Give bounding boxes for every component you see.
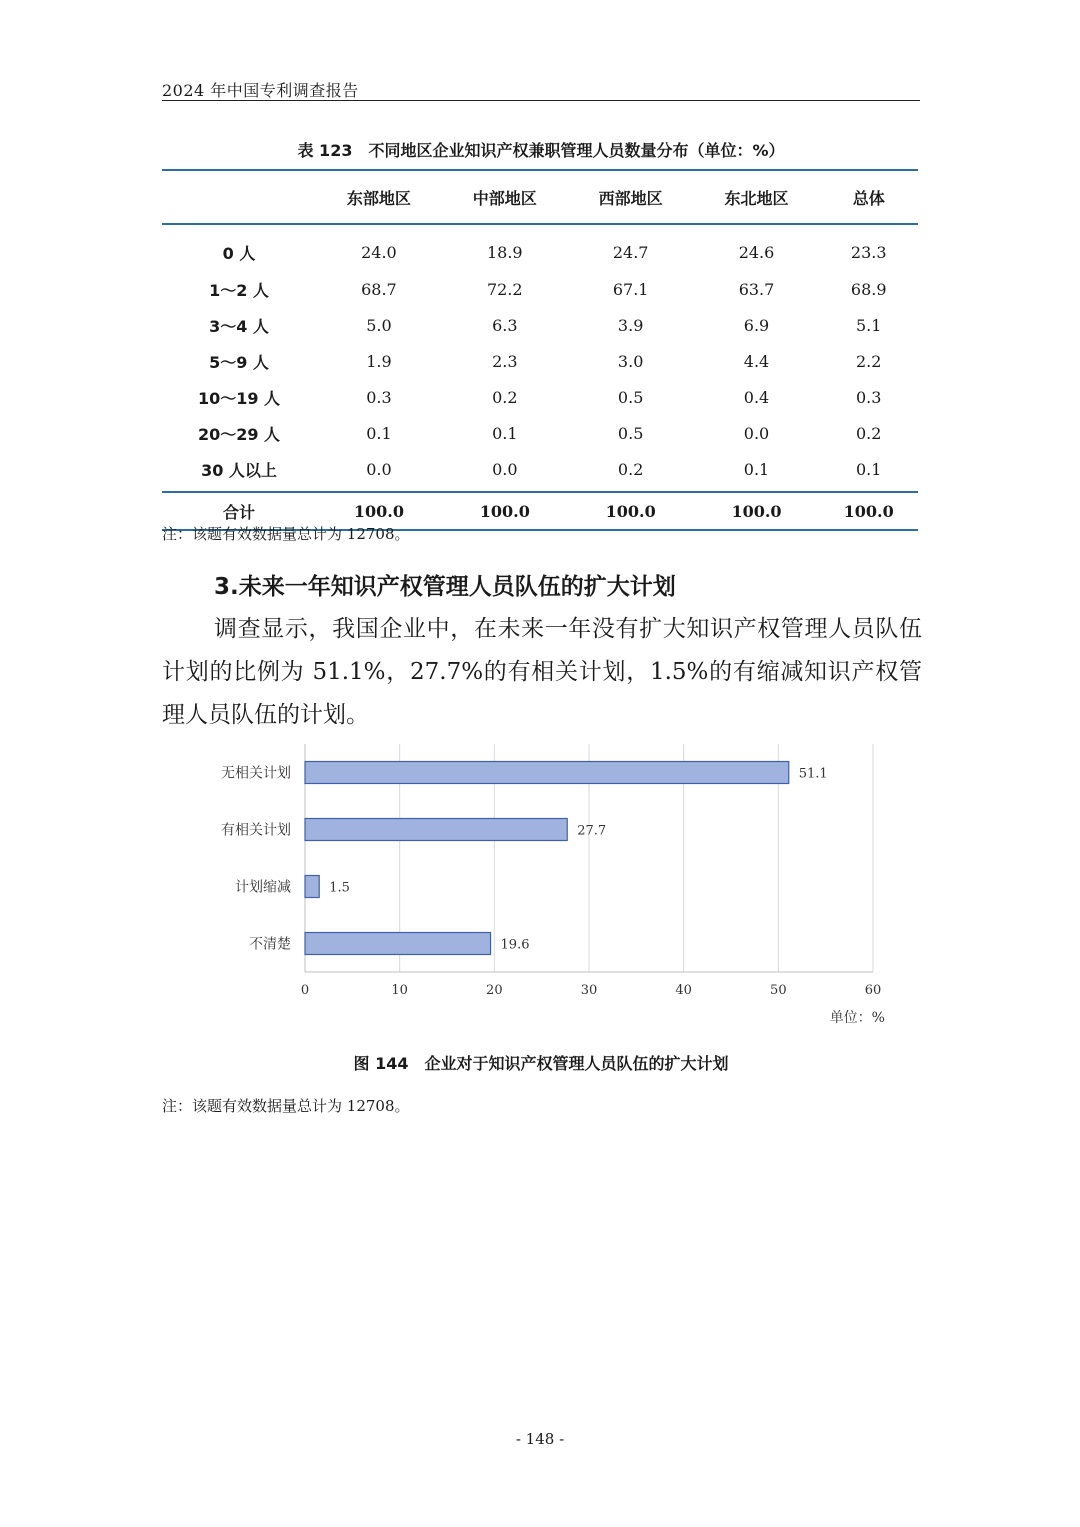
category-label: 不清楚 [249, 936, 291, 953]
table-row [162, 451, 918, 492]
row-label: 0 人 [222, 243, 256, 263]
table-cell: 0.0 [743, 423, 770, 443]
table-cell: 24.6 [738, 242, 775, 262]
bar [305, 762, 789, 784]
category-label: 有相关计划 [221, 822, 291, 839]
column-header: 总体 [819, 170, 918, 224]
column-header: 中部地区 [442, 170, 568, 224]
table-cell: 68.9 [850, 279, 887, 299]
total-cell: 100.0 [568, 492, 694, 530]
table-cell: 0.0 [366, 459, 392, 479]
total-label: 合计 [162, 492, 316, 530]
header-divider [162, 100, 920, 101]
table-row [162, 307, 918, 343]
table-cell: 3.0 [617, 351, 644, 371]
section-heading: 3.未来一年知识产权管理人员队伍的扩大计划 [214, 574, 676, 600]
table-cell: 6.3 [492, 315, 518, 335]
table-cell: 0.2 [617, 459, 644, 479]
table-row [162, 343, 918, 379]
data-label: 51.1 [798, 766, 828, 782]
row-label: 5～9 人 [209, 352, 269, 372]
row-label: 1～2 人 [209, 280, 269, 300]
column-header: 东北地区 [694, 170, 820, 224]
figure-caption: 图 144 企业对于知识产权管理人员队伍的扩大计划 [353, 1054, 729, 1073]
table-cell: 24.7 [612, 242, 649, 262]
figure-note: 注：该题有效数据量总计为 12708。 [162, 1097, 410, 1115]
column-header [162, 170, 316, 224]
row-label: 10～19 人 [197, 388, 281, 408]
table-cell: 4.4 [743, 351, 770, 371]
column-header: 东部地区 [316, 170, 442, 224]
table-cell: 0.1 [743, 459, 770, 479]
x-tick-label: 40 [675, 983, 692, 998]
table-cell: 0.3 [855, 387, 882, 407]
table-cell: 0.5 [617, 387, 644, 407]
table-cell: 2.3 [492, 351, 518, 371]
x-tick-label: 60 [864, 983, 882, 998]
bar [305, 819, 567, 841]
bar [305, 933, 491, 955]
table-cell: 6.9 [743, 315, 770, 335]
table-note: 注：该题有效数据量总计为 12708。 [162, 525, 410, 543]
category-label: 无相关计划 [221, 765, 291, 782]
table-caption: 表 123 不同地区企业知识产权兼职管理人员数量分布（单位：%） [297, 141, 785, 160]
x-tick-label: 0 [300, 983, 310, 998]
table-cell: 23.3 [850, 242, 887, 262]
table-row [162, 415, 918, 451]
expansion-plan-bar-chart [160, 738, 900, 1038]
x-tick-label: 50 [770, 983, 787, 998]
category-label: 计划缩减 [235, 879, 291, 896]
region-staff-table [162, 169, 918, 531]
data-label: 19.6 [500, 937, 530, 953]
table-cell: 0.2 [492, 387, 518, 407]
table-cell: 63.7 [738, 279, 775, 299]
table-cell: 18.9 [486, 242, 523, 262]
table-cell: 0.5 [617, 423, 644, 443]
table-cell: 72.2 [486, 279, 523, 299]
table-cell: 67.1 [612, 279, 649, 299]
body-paragraph: 调查显示，我国企业中，在未来一年没有扩大知识产权管理人员队伍计划的比例为 51.1%，27.7%的有相关计划，1.5%的有缩减知识产权管理人员队伍的计划。 [162, 616, 922, 728]
row-label: 30 人以上 [201, 460, 277, 480]
total-cell: 100.0 [694, 492, 820, 530]
total-cell: 100.0 [442, 492, 568, 530]
total-cell: 100.0 [819, 492, 918, 530]
total-cell: 100.0 [316, 492, 442, 530]
table-cell: 5.0 [366, 315, 392, 335]
table-cell: 5.1 [855, 315, 882, 335]
column-header: 西部地区 [568, 170, 694, 224]
table-cell: 68.7 [361, 279, 397, 299]
table-cell: 0.1 [855, 459, 882, 479]
table-cell: 3.9 [617, 315, 644, 335]
table-cell: 2.2 [855, 351, 882, 371]
report-header-title: 2024 年中国专利调查报告 [162, 81, 359, 100]
x-tick-label: 10 [391, 983, 408, 998]
table-row [162, 271, 918, 307]
unit-label: 单位：% [829, 1010, 885, 1026]
table-cell: 0.1 [492, 423, 518, 443]
table-cell: 1.9 [366, 351, 392, 371]
table-row [162, 224, 918, 271]
page-number: - 148 - [515, 1430, 565, 1448]
row-label: 20～29 人 [197, 424, 281, 444]
row-label: 3～4 人 [209, 316, 269, 336]
table-header-row [162, 170, 918, 224]
table-row [162, 379, 918, 415]
table-cell: 24.0 [361, 242, 397, 262]
x-tick-label: 30 [580, 983, 598, 998]
x-tick-label: 20 [486, 983, 503, 998]
table-cell: 0.2 [855, 423, 882, 443]
table-cell: 0.4 [743, 387, 770, 407]
table-cell: 0.3 [366, 387, 392, 407]
table-cell: 0.0 [492, 459, 518, 479]
table-cell: 0.1 [366, 423, 392, 443]
bar [305, 876, 319, 898]
data-label: 27.7 [577, 823, 607, 839]
data-label: 1.5 [329, 880, 350, 896]
